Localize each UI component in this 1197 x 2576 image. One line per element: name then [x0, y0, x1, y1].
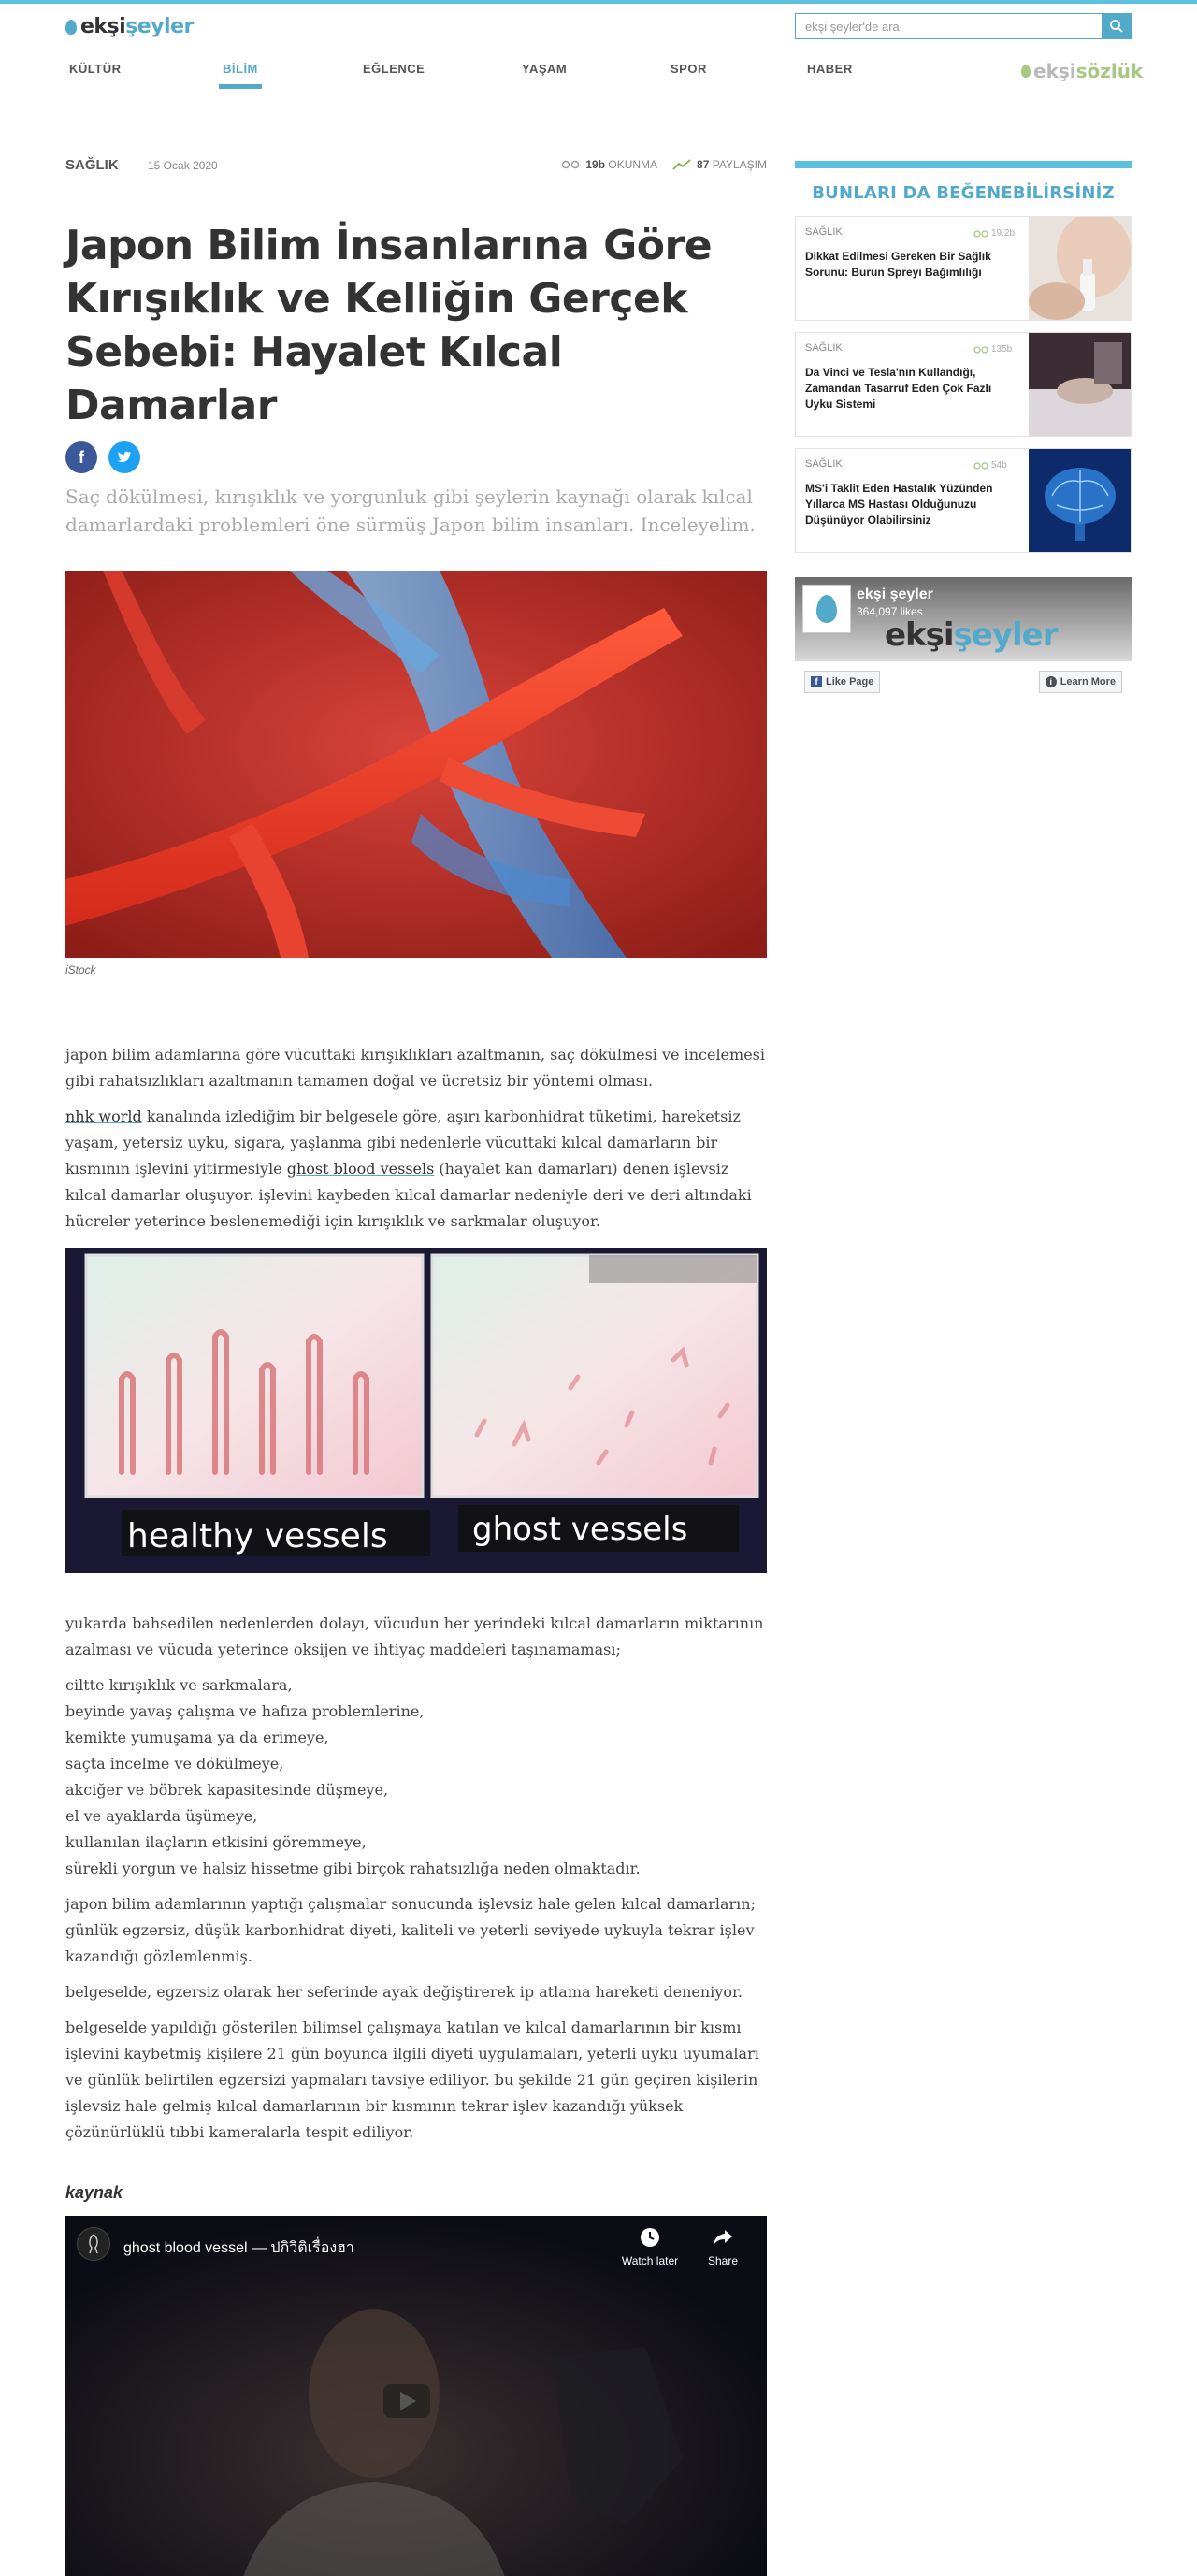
paragraph-6: belgeselde yapıldığı gösterilen bilimsel çalışmaya katılan ve kılcal damarlarının bir kısmı işlevini kaybetmiş kişilere 21 gün boyunca ilgili diyeti uygulamaları, yeterli uyku uyumaları ve günlük belirtilen egzersizi yapmaları tavsiye ediliyor. bu şekilde 21 gün geçiren kişilerin işlevsiz hale gelmiş kılcal damarlarının bir kısmının tekrar işlev kazandığı yüksek çözünürlüklü tıbbi kameralarla tespit ediliyor. [65, 2019, 759, 2141]
nav-item-eglence[interactable]: EĞLENCE [363, 62, 425, 76]
search-box [795, 13, 1132, 39]
article-lead: Saç dökülmesi, kırışıklık ve yorgunluk gibi şeylerin kaynağı olarak kılcal damarlardaki problemleri öne sürmüş Japon bilim insanları. Inceleyelim. [65, 485, 756, 536]
effects-list [65, 1672, 767, 1882]
watch-later-button[interactable] [613, 2227, 687, 2267]
article-date: 15 Ocak 2020 [148, 159, 218, 172]
healthy-vessels-label: healthy vessels [127, 1517, 388, 1556]
article [65, 150, 767, 2576]
drop-icon [65, 20, 77, 35]
paragraph-2-text-b: (hayalet kan damarları) denen işlevsiz kılcal damarlar oluşuyor. işlevini kaybeden kılcal damarlar nedeniyle deri ve deri altındaki hücreler yeterince beslenemediği için kırışıklık ve sarkmalar oluşuyor. [65, 1160, 752, 1230]
article-body [65, 1042, 767, 2146]
ghost-vessels-label: ghost vessels [472, 1511, 688, 1548]
sidebar [795, 161, 1132, 708]
list-item: sürekli yorgun ve halsiz hissetme gibi birçok rahatsızlığa neden olmaktadır. [65, 1860, 641, 1877]
facebook-icon: f [811, 676, 822, 687]
facebook-cover[interactable] [795, 577, 1132, 661]
facebook-icon: f [79, 447, 84, 467]
eye-icon [973, 346, 988, 354]
card-thumbnail-nasal-spray [1029, 217, 1131, 320]
eye-icon [973, 230, 988, 238]
eye-icon [973, 462, 988, 470]
clock-icon [640, 2227, 660, 2248]
trending-icon [672, 159, 691, 170]
twitter-share-button[interactable] [108, 441, 140, 473]
brand2-part2: sözlük [1075, 60, 1144, 82]
nav-item-haber[interactable]: HABER [807, 62, 853, 76]
logo-text-part1: ekşi [80, 15, 126, 38]
vessels-comparison-image [65, 1248, 767, 1573]
nav-item-bilim[interactable]: BİLİM [223, 62, 258, 76]
eye-icon [561, 160, 580, 169]
fb-learn-more-button[interactable] [1039, 671, 1122, 693]
paragraph-1: japon bilim adamlarına göre vücuttaki kırışıklıkları azaltmanın, saç dökülmesi ve incelemesi gibi rahatsızlıkları azaltmanın tamamen doğal ve ücretsiz bir yöntemi olması. [65, 1046, 765, 1090]
card-category: SAĞLIK [805, 342, 843, 354]
video-share-button[interactable] [699, 2227, 746, 2267]
fb-page-avatar [802, 585, 851, 633]
image-caption: iStock [65, 963, 96, 977]
card-title: Dikkat Edilmesi Gereken Bir Sağlık Sorunu: Burun Spreyi Bağımlılığı [805, 250, 991, 279]
card-thumbnail-brain [1029, 449, 1131, 552]
nav-item-spor[interactable]: SPOR [671, 62, 707, 76]
fb-cover-wordmark: ekşişeyler [885, 616, 1058, 654]
ghost-blood-vessels-link[interactable]: ghost blood vessels [286, 1160, 435, 1178]
recommended-card[interactable] [795, 448, 1132, 553]
facebook-share-button[interactable] [65, 441, 97, 473]
drop-icon [816, 595, 837, 623]
paragraph-2 [65, 1104, 767, 1235]
drop-icon [1021, 65, 1031, 78]
article-category[interactable]: SAĞLIK [65, 157, 119, 173]
share-label: Share [707, 2254, 739, 2267]
nhk-world-link[interactable]: nhk world [65, 1107, 142, 1125]
list-item: saçta incelme ve dökülmeye, [65, 1755, 284, 1773]
article-title: Japon Bilim İnsanlarına Göre Kırışıklık ve Kelliğin Gerçek Sebebi: Hayalet Kılcal Damarlar [65, 222, 713, 429]
hero-image-blood-vessels [65, 571, 767, 958]
search-button[interactable] [1102, 13, 1132, 39]
card-title: MS'i Taklit Eden Hastalık Yüzünden Yıllarca MS Hastası Olduğunuzu Düşünüyor Olabilirsiniz [805, 482, 993, 527]
card-thumbnail-sleep [1029, 333, 1131, 436]
nav-item-kultur[interactable]: KÜLTÜR [69, 62, 122, 76]
list-item: el ve ayaklarda üşümeye, [65, 1807, 258, 1825]
facebook-page-widget [795, 577, 1132, 708]
site-logo[interactable] [65, 15, 194, 38]
share-arrow-icon [713, 2227, 733, 2248]
recommended-card[interactable] [795, 216, 1132, 321]
card-views: 135b [973, 344, 1012, 355]
fb-like-page-button[interactable] [804, 671, 880, 693]
watch-later-label: Watch later [621, 2254, 679, 2267]
info-icon: i [1046, 676, 1057, 687]
list-item: ciltte kırışıklık ve sarkmalara, [65, 1676, 293, 1694]
recommended-heading: BUNLARI DA BEĞENEBİLİRSİNİZ [795, 161, 1132, 203]
article-meta [65, 150, 767, 181]
list-item: kemikte yumuşama ya da erimeye, [65, 1729, 329, 1746]
reads-count: 19b OKUNMA [585, 158, 658, 171]
logo-text-part2: şeyler [125, 15, 194, 38]
top-accent-bar [0, 0, 1197, 4]
twitter-icon [117, 451, 132, 464]
card-category: SAĞLIK [805, 458, 843, 470]
shares-count: 87 PAYLAŞIM [697, 158, 767, 171]
eksisozluk-link[interactable] [1021, 60, 1143, 82]
source-heading: kaynak [65, 2183, 123, 2202]
paragraph-5: belgeselde, egzersiz olarak her seferinde ayak değiştirerek ip atlama hareketi deneniyor. [65, 1983, 743, 2001]
article-stats [561, 158, 767, 171]
video-title[interactable]: ghost blood vessel — ปกิวิติเรื่องฮา [123, 2240, 354, 2256]
brand2-part1: ekşi [1033, 60, 1076, 82]
youtube-embed[interactable] [65, 2216, 767, 2576]
fb-page-likes: 364,097 likes [857, 605, 923, 618]
paragraph-3: yukarda bahsedilen nedenlerden dolayı, vücudun her yerindeki kılcal damarların miktarının azalması ve vücuda yeterince oksijen ve ihtiyaç maddeleri taşınamaması; [65, 1614, 764, 1658]
card-views: 19.2b [973, 228, 1015, 239]
search-icon [1109, 19, 1124, 34]
paragraph-2-text-a: kanalında izlediğim bir belgesele göre, aşırı karbonhidrat tüketimi, hareketsiz yaşam, yetersiz uyku, sigara, yaşlanma gibi nedenlerle vücuttaki kılcal damarların bir kısmının işlevini yitirmesiyle [65, 1107, 741, 1178]
share-buttons [65, 441, 767, 473]
card-views: 54b [973, 460, 1007, 470]
search-input[interactable] [795, 13, 1102, 39]
card-category: SAĞLIK [805, 226, 843, 238]
fb-page-name[interactable]: ekşi şeyler [857, 586, 933, 602]
recommended-card[interactable] [795, 332, 1132, 437]
paragraph-4: japon bilim adamlarının yaptığı çalışmalar sonucunda işlevsiz hale gelen kılcal damarların; günlük egzersiz, düşük karbonhidrat diyeti, kaliteli ve yeterli seviyede uykuyla tekrar işlev kazandığı gözlemlenmiş. [65, 1895, 756, 1965]
list-item: beyinde yavaş çalışma ve hafıza problemlerine, [65, 1702, 425, 1720]
category-nav [65, 62, 1132, 94]
list-item: akciğer ve böbrek kapasitesinde düşmeye, [65, 1781, 389, 1799]
like-page-label: Like Page [826, 676, 874, 687]
channel-logo-icon [85, 2233, 102, 2255]
channel-avatar[interactable] [77, 2227, 110, 2261]
list-item: kullanılan ilaçların etkisini göremmeye, [65, 1833, 367, 1851]
learn-more-label: Learn More [1060, 676, 1116, 687]
nav-item-yasam[interactable]: YAŞAM [522, 62, 568, 76]
card-title: Da Vinci ve Tesla'nın Kullandığı, Zamandan Tasarruf Eden Çok Fazlı Uyku Sistemi [805, 366, 992, 411]
